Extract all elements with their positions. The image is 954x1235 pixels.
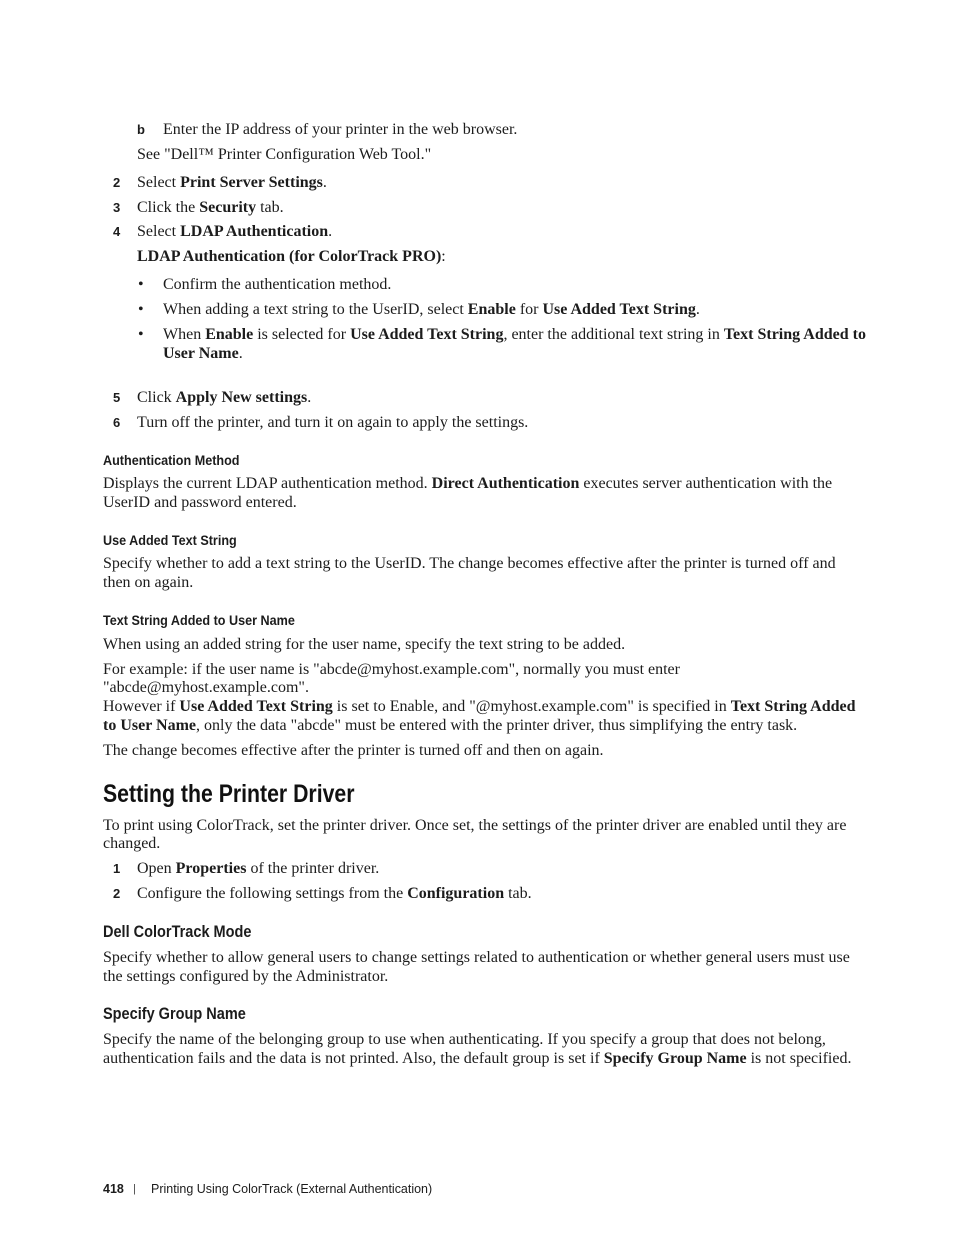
step-text — [137, 222, 332, 242]
text-run: Specify the name of the belonging group to use when authenticating. If you specify a group that does not belong, — [103, 1031, 826, 1048]
see-reference: See "Dell™ Printer Configuration Web Tool." — [137, 146, 432, 163]
ui-term: Use Added Text String — [542, 301, 696, 318]
text-run: Specify whether to allow general users to change settings related to authentication or whether general users must use — [103, 949, 850, 966]
text-run: Confirm the authentication method. — [163, 276, 392, 293]
text-run: When adding a text string to the UserID, select — [163, 301, 468, 318]
ui-term: Text String Added — [730, 698, 856, 715]
step-number: 5 — [113, 390, 121, 405]
text-run: "abcde@myhost.example.com". — [103, 679, 309, 696]
text-run: authentication fails and the data is not printed. Also, the default group is set if — [103, 1050, 604, 1067]
text-run: . — [238, 345, 243, 362]
ui-term: Enable — [467, 301, 516, 318]
ui-term: Direct Authentication — [431, 475, 580, 492]
paragraph-line — [103, 474, 832, 494]
setting-heading: Text String Added to User Name — [103, 612, 295, 628]
subsection-heading: Specify Group Name — [103, 1005, 246, 1023]
paragraph-line — [103, 816, 846, 836]
text-run: tab. — [504, 885, 532, 902]
text-run: . — [307, 389, 312, 406]
paragraph-line — [103, 678, 309, 698]
ui-term: to User Name — [103, 717, 197, 734]
text-run: Specify whether to add a text string to the UserID. The change becomes effective after the printer is turned off and — [103, 555, 836, 572]
paragraph-line — [103, 834, 160, 854]
text-run: When using an added string for the user name, specify the text string to be added. — [103, 636, 626, 653]
step-number: 2 — [113, 886, 121, 901]
ui-term: LDAP Authentication (for ColorTrack PRO) — [137, 248, 442, 265]
text-run: , only the data "abcde" must be entered with the printer driver, thus simplifying the entry task. — [196, 717, 798, 734]
ldap-pro-label — [137, 247, 446, 267]
text-run: : — [441, 248, 446, 265]
substep-marker: b — [137, 122, 145, 137]
text-run: The change becomes effective after the printer is turned off and then on again. — [103, 742, 604, 759]
step-number: 4 — [113, 224, 121, 239]
ui-term: Security — [199, 199, 257, 216]
text-run: tab. — [256, 199, 284, 216]
step-text — [137, 388, 311, 408]
text-run: then on again. — [103, 574, 194, 591]
step-text — [137, 173, 327, 193]
paragraph-line — [103, 697, 856, 717]
text-run: Select — [137, 174, 181, 191]
text-run: , enter the additional text string in — [503, 326, 724, 343]
text-run: . — [695, 301, 700, 318]
paragraph-line — [103, 1049, 851, 1069]
ui-term: Properties — [175, 860, 247, 877]
paragraph-line — [103, 1030, 826, 1050]
subsection-heading: Dell ColorTrack Mode — [103, 923, 252, 941]
text-run: When — [163, 326, 206, 343]
ui-term: User Name — [163, 345, 239, 362]
step-number: 3 — [113, 200, 121, 215]
text-run: changed. — [103, 835, 161, 852]
ui-term: Specify Group Name — [603, 1050, 747, 1067]
ui-term: Text String Added to — [723, 326, 866, 343]
text-run: . — [328, 223, 333, 240]
text-run: is not specified. — [746, 1050, 852, 1067]
text-run: is set to Enable, and "@myhost.example.com" is specified in — [332, 698, 731, 715]
paragraph-line — [103, 635, 625, 655]
section-title: Setting the Printer Driver — [103, 780, 355, 808]
paragraph-line — [103, 554, 836, 574]
paragraph-line — [103, 716, 797, 736]
text-run: of the printer driver. — [246, 860, 380, 877]
substep-text: Enter the IP address of your printer in the web browser. — [163, 121, 518, 138]
step-text — [137, 884, 532, 904]
step-text — [137, 198, 284, 218]
setting-heading: Use Added Text String — [103, 532, 237, 548]
paragraph-line — [103, 948, 850, 968]
text-run: for — [515, 301, 543, 318]
text-run: Open — [137, 860, 176, 877]
paragraph-line — [103, 493, 297, 513]
footer-chapter-title: Printing Using ColorTrack (External Authentication) — [151, 1181, 433, 1196]
text-run: Displays the current LDAP authentication method. — [103, 475, 432, 492]
step-number: 2 — [113, 175, 121, 190]
text-run: However if — [103, 698, 180, 715]
step-text — [137, 859, 379, 879]
paragraph-line — [103, 660, 680, 680]
bullet-text — [163, 300, 700, 320]
text-run: Configure the following settings from the — [137, 885, 408, 902]
ui-term: Use Added Text String — [350, 326, 504, 343]
text-run: Click — [137, 389, 176, 406]
bullet-icon: • — [138, 326, 144, 343]
step-number: 1 — [113, 861, 121, 876]
text-run: . — [322, 174, 327, 191]
bullet-text — [163, 325, 866, 345]
ui-term: Apply New settings — [175, 389, 308, 406]
ui-term: Print Server Settings — [180, 174, 323, 191]
step-number: 6 — [113, 415, 121, 430]
paragraph-line — [103, 967, 388, 987]
text-run: Click the — [137, 199, 200, 216]
text-run: Select — [137, 223, 181, 240]
text-run: For example: if the user name is "abcde@myhost.example.com", normally you must enter — [103, 661, 680, 678]
bullet-text-continued — [163, 344, 243, 364]
footer-separator: | — [133, 1183, 136, 1195]
ui-term: LDAP Authentication — [180, 223, 329, 240]
ui-term: Configuration — [407, 885, 505, 902]
ui-term: Use Added Text String — [179, 698, 333, 715]
text-run: is selected for — [253, 326, 351, 343]
bullet-icon: • — [138, 276, 144, 293]
bullet-icon: • — [138, 301, 144, 318]
text-run: executes server authentication with the — [579, 475, 833, 492]
paragraph-line — [103, 741, 604, 761]
step-text — [137, 413, 528, 433]
paragraph-line — [103, 573, 193, 593]
text-run: the settings configured by the Administrator. — [103, 968, 389, 985]
bullet-text — [163, 275, 391, 295]
setting-heading: Authentication Method — [103, 452, 240, 468]
page-number: 418 — [103, 1182, 124, 1196]
ui-term: Enable — [205, 326, 254, 343]
text-run: Turn off the printer, and turn it on again to apply the settings. — [137, 414, 529, 431]
text-run: To print using ColorTrack, set the printer driver. Once set, the settings of the printer driver are enabled until they are — [103, 817, 847, 834]
text-run: UserID and password entered. — [103, 494, 297, 511]
